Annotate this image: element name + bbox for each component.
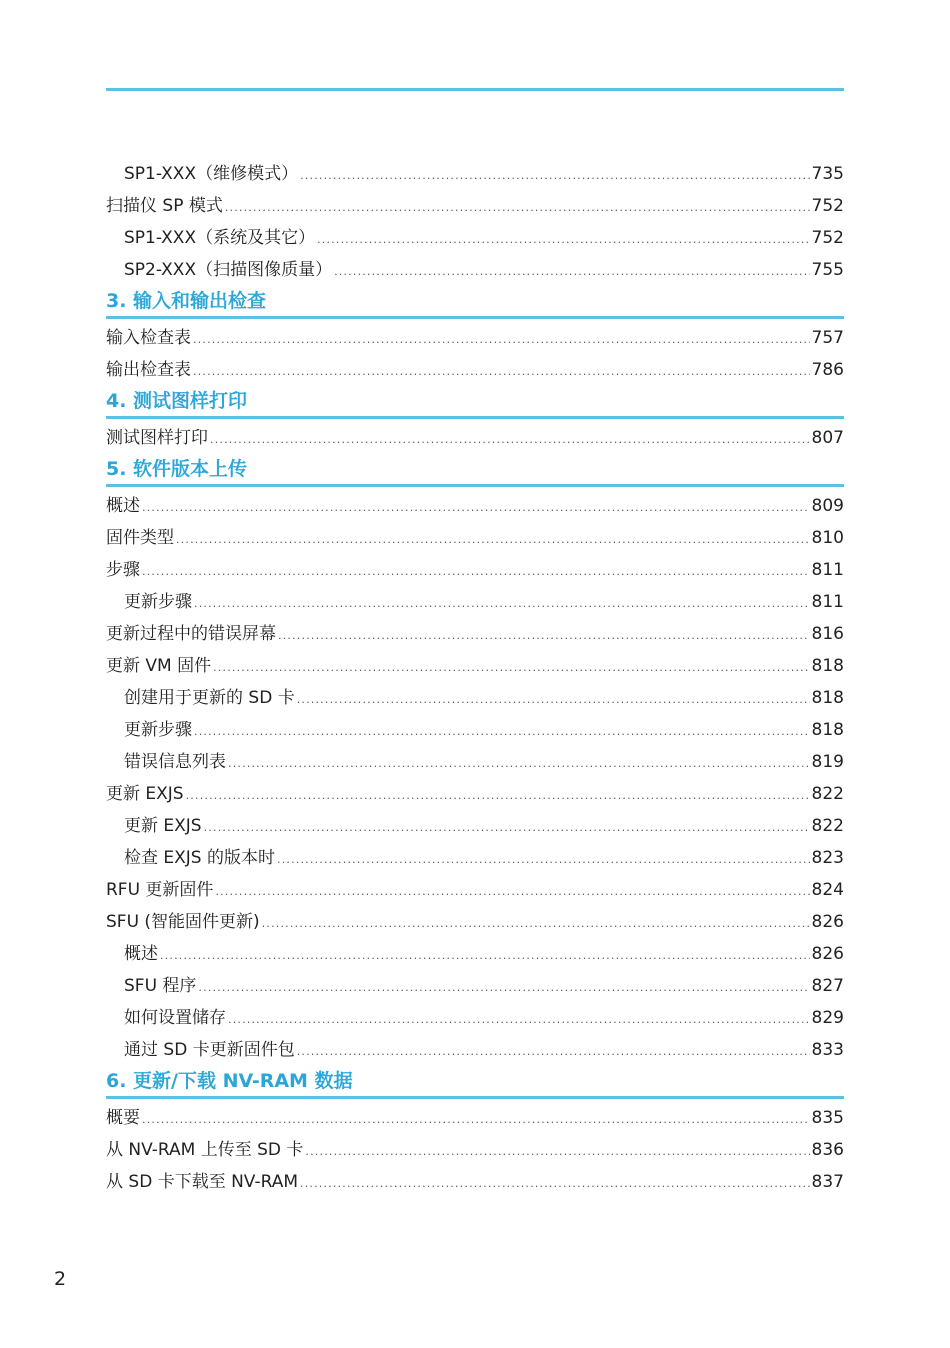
dot-leader <box>142 1104 810 1136</box>
toc-entry-label: 创建用于更新的 SD 卡 <box>124 688 295 708</box>
toc-entry-page: 822 <box>811 816 844 836</box>
toc-entry-page: 818 <box>811 656 844 676</box>
toc-entry-label: 通过 SD 卡更新固件包 <box>124 1040 295 1060</box>
toc-entry-page: 810 <box>811 528 844 548</box>
section-heading <box>106 286 844 322</box>
dot-leader <box>228 1004 810 1036</box>
toc-entry[interactable] <box>106 1002 844 1034</box>
toc-entry[interactable] <box>106 1166 844 1198</box>
dot-leader <box>210 424 810 456</box>
toc-entry-label: 更新 EXJS <box>106 784 184 804</box>
dot-leader <box>198 972 809 1004</box>
dot-leader <box>277 844 810 876</box>
toc-entry[interactable] <box>106 490 844 522</box>
toc-entry-page: 809 <box>811 496 844 516</box>
toc-entry-page: 822 <box>811 784 844 804</box>
toc-entry[interactable] <box>106 554 844 586</box>
toc-entry-label: SP1-XXX（系统及其它） <box>124 228 316 248</box>
toc-entry[interactable] <box>106 906 844 938</box>
toc-entry-label: 更新步骤 <box>124 720 192 740</box>
toc-entry[interactable] <box>106 190 844 222</box>
toc-entry-page: 829 <box>811 1008 844 1028</box>
toc-entry[interactable] <box>106 650 844 682</box>
toc-entry[interactable] <box>106 322 844 354</box>
toc-entry-page: 819 <box>811 752 844 772</box>
section-heading <box>106 454 844 490</box>
dot-leader <box>225 192 810 224</box>
dot-leader <box>176 524 810 556</box>
dot-leader <box>194 716 810 748</box>
toc-entry[interactable] <box>106 522 844 554</box>
toc-entry-page: 752 <box>811 196 844 216</box>
section-title[interactable]: 3. 输入和输出检查 <box>106 290 267 312</box>
toc-entry[interactable] <box>106 970 844 1002</box>
toc-entry-label: 概述 <box>124 944 158 964</box>
toc-entry[interactable] <box>106 422 844 454</box>
toc-entry-label: 更新 EXJS <box>124 816 202 836</box>
toc-entry[interactable] <box>106 714 844 746</box>
toc-entry-page: 823 <box>811 848 844 868</box>
toc-entry-label: 更新 VM 固件 <box>106 656 212 676</box>
section-title[interactable]: 5. 软件版本上传 <box>106 458 248 480</box>
dot-leader <box>262 908 810 940</box>
toc-entry[interactable] <box>106 746 844 778</box>
toc-entry-page: 827 <box>811 976 844 996</box>
dot-leader <box>300 1168 810 1200</box>
toc-entry-label: RFU 更新固件 <box>106 880 214 900</box>
toc-entry-label: 概述 <box>106 496 140 516</box>
toc-entry-page: 836 <box>811 1140 844 1160</box>
toc-entry-page: 807 <box>811 428 844 448</box>
toc-entry-page: 837 <box>811 1172 844 1192</box>
toc-entry-label: 从 SD 卡下载至 NV-RAM <box>106 1172 298 1192</box>
section-rule <box>106 1096 844 1099</box>
toc-entry-page: 735 <box>811 164 844 184</box>
toc-entry[interactable] <box>106 158 844 190</box>
dot-leader <box>213 652 809 684</box>
toc-entry-page: 786 <box>811 360 844 380</box>
toc-entry-label: 更新过程中的错误屏幕 <box>106 624 276 644</box>
toc-entry[interactable] <box>106 254 844 286</box>
toc-entry-page: 818 <box>811 720 844 740</box>
toc-entry-label: 测试图样打印 <box>106 428 208 448</box>
dot-leader <box>193 324 810 356</box>
toc-entry-label: 固件类型 <box>106 528 174 548</box>
toc-entry-page: 826 <box>811 912 844 932</box>
toc-entry[interactable] <box>106 586 844 618</box>
top-rule <box>106 88 844 91</box>
toc-entry-page: 824 <box>811 880 844 900</box>
dot-leader <box>186 780 810 812</box>
dot-leader <box>194 588 810 620</box>
toc-entry-label: SFU (智能固件更新) <box>106 912 260 932</box>
dot-leader <box>142 492 810 524</box>
toc-entry-label: SP1-XXX（维修模式） <box>124 164 299 184</box>
dot-leader <box>193 356 810 388</box>
table-of-contents <box>106 158 844 1198</box>
toc-entry-page: 816 <box>811 624 844 644</box>
section-title[interactable]: 4. 测试图样打印 <box>106 390 248 412</box>
toc-entry[interactable] <box>106 222 844 254</box>
toc-entry-label: SFU 程序 <box>124 976 197 996</box>
toc-entry[interactable] <box>106 938 844 970</box>
toc-entry-label: 输入检查表 <box>106 328 191 348</box>
section-rule <box>106 484 844 487</box>
page-number: 2 <box>54 1268 67 1290</box>
toc-entry[interactable] <box>106 810 844 842</box>
toc-entry-label: 输出检查表 <box>106 360 191 380</box>
toc-entry[interactable] <box>106 682 844 714</box>
dot-leader <box>142 556 810 588</box>
toc-entry-label: SP2-XXX（扫描图像质量） <box>124 260 333 280</box>
toc-entry-page: 752 <box>811 228 844 248</box>
toc-entry-page: 755 <box>811 260 844 280</box>
toc-entry-page: 835 <box>811 1108 844 1128</box>
toc-entry[interactable] <box>106 1102 844 1134</box>
dot-leader <box>297 684 810 716</box>
toc-entry-page: 757 <box>811 328 844 348</box>
toc-entry[interactable] <box>106 618 844 650</box>
toc-entry-page: 818 <box>811 688 844 708</box>
dot-leader <box>297 1036 810 1068</box>
toc-entry-label: 错误信息列表 <box>124 752 226 772</box>
toc-entry-label: 扫描仪 SP 模式 <box>106 196 223 216</box>
dot-leader <box>305 1136 809 1168</box>
toc-entry-label: 从 NV-RAM 上传至 SD 卡 <box>106 1140 304 1160</box>
section-title[interactable]: 6. 更新/下载 NV-RAM 数据 <box>106 1070 353 1092</box>
toc-entry-label: 更新步骤 <box>124 592 192 612</box>
dot-leader <box>204 812 810 844</box>
toc-entry[interactable] <box>106 842 844 874</box>
toc-entry-page: 833 <box>811 1040 844 1060</box>
dot-leader <box>334 256 809 288</box>
toc-entry-label: 概要 <box>106 1108 140 1128</box>
section-heading <box>106 386 844 422</box>
dot-leader <box>300 160 809 192</box>
toc-entry-page: 811 <box>811 592 844 612</box>
toc-entry-page: 826 <box>811 944 844 964</box>
section-heading <box>106 1066 844 1102</box>
section-rule <box>106 416 844 419</box>
toc-entry[interactable] <box>106 1134 844 1166</box>
dot-leader <box>317 224 809 256</box>
toc-entry-label: 如何设置储存 <box>124 1008 226 1028</box>
dot-leader <box>215 876 809 908</box>
dot-leader <box>278 620 810 652</box>
toc-entry-label: 检查 EXJS 的版本时 <box>124 848 275 868</box>
toc-entry[interactable] <box>106 874 844 906</box>
dot-leader <box>160 940 810 972</box>
section-rule <box>106 316 844 319</box>
toc-entry-label: 步骤 <box>106 560 140 580</box>
dot-leader <box>228 748 810 780</box>
toc-entry-page: 811 <box>811 560 844 580</box>
toc-entry[interactable] <box>106 1034 844 1066</box>
toc-entry[interactable] <box>106 354 844 386</box>
toc-entry[interactable] <box>106 778 844 810</box>
